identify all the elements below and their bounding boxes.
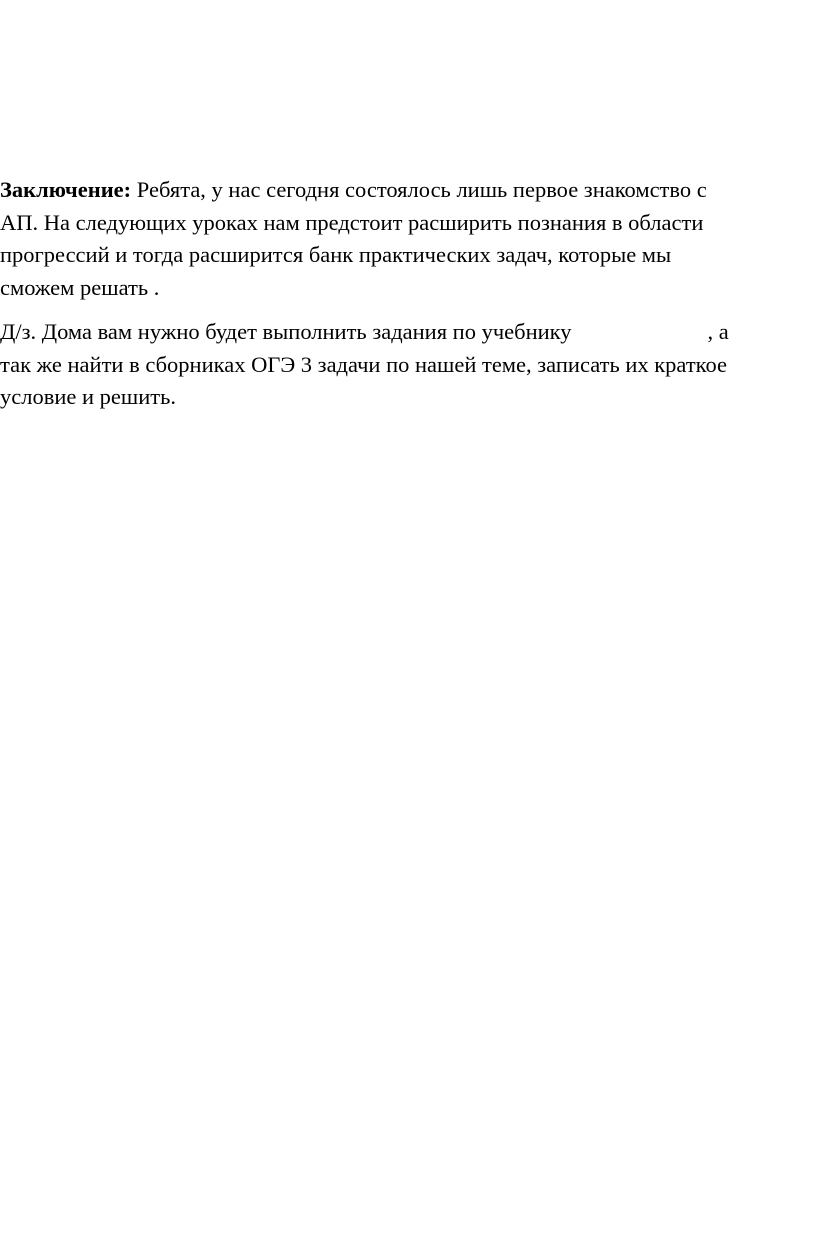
conclusion-text-1: Ребята, у нас сегодня состоялось лишь первое знакомство с [131,177,707,202]
conclusion-label: Заключение: [0,177,132,202]
document-body [0,174,800,426]
homework-paragraph [0,316,800,414]
conclusion-line-4: сможем решать . [0,274,160,300]
homework-text-1: Д/з. Дома вам нужно будет выполнить задания по учебнику [0,319,572,344]
homework-line-2: так же найти в сборниках ОГЭ 3 задачи по нашей теме, записать их краткое [0,351,727,377]
homework-text-1-end: , а [707,319,729,344]
homework-line-3: условие и решить. [0,384,176,409]
conclusion-line-1 [0,174,800,207]
conclusion-line-3: прогрессий и тогда расширится банк практических задач, которые мы [0,242,672,267]
homework-line-1 [0,316,800,349]
conclusion-paragraph [0,174,800,304]
conclusion-line-2: АП. На следующих уроках нам предстоит расширить познания в области [0,209,704,235]
